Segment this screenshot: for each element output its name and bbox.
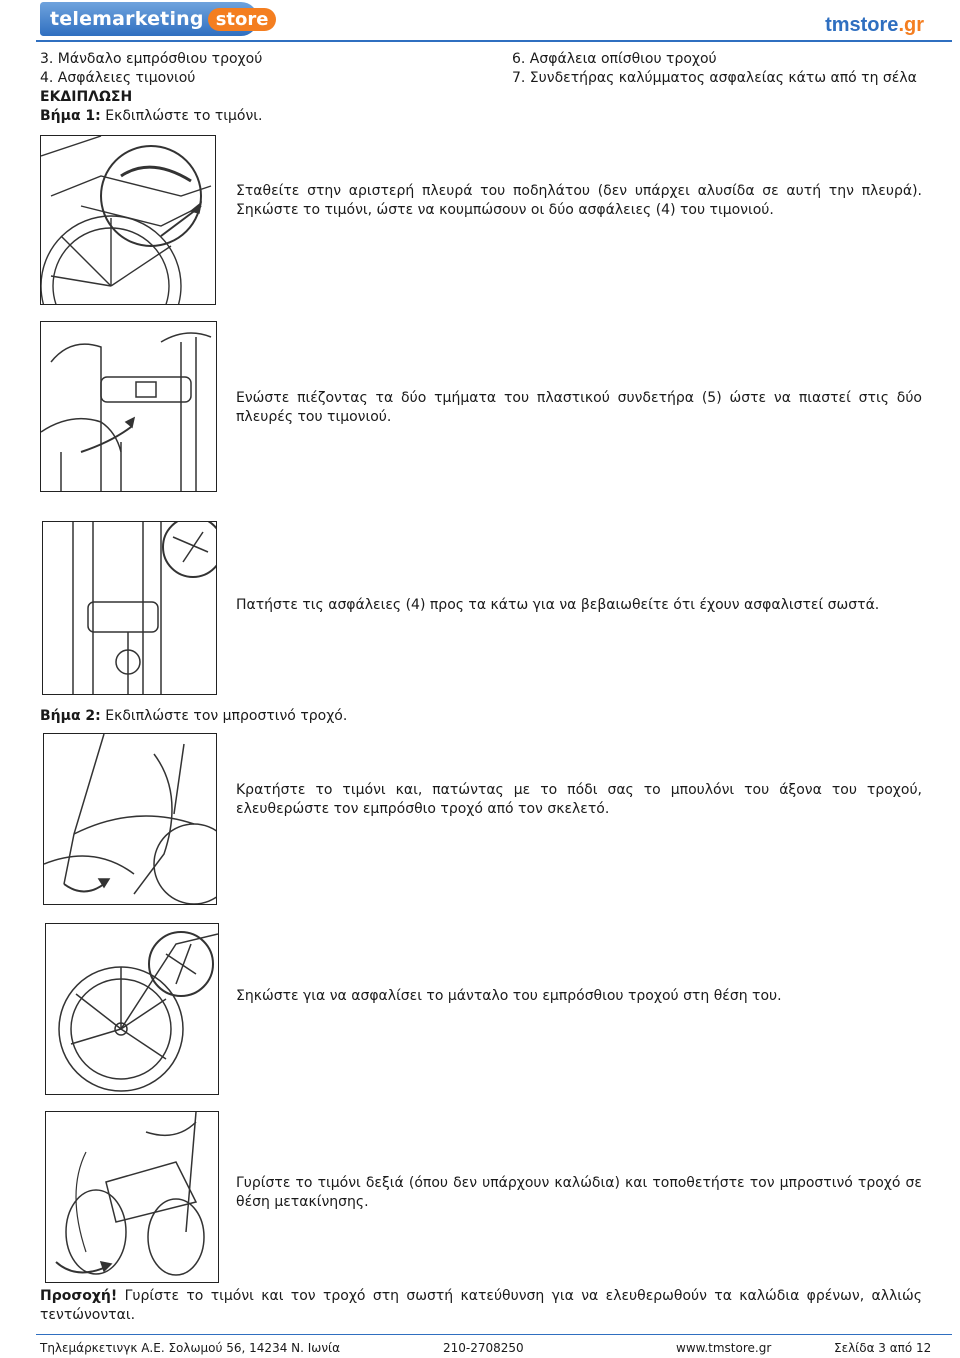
logo-registered-mark: ® bbox=[278, 9, 288, 19]
step1-heading bbox=[40, 107, 262, 126]
figure-latch-lift bbox=[45, 923, 219, 1095]
warning-note bbox=[40, 1287, 922, 1325]
instruction-6: Γυρίστε το τιμόνι δεξιά (όπου δεν υπάρχουν καλώδια) και τοποθετήστε τον μπροστινό τροχό σε θέση μετακίνησης. bbox=[236, 1175, 922, 1210]
instruction-3: Πατήστε τις ασφάλειες (4) προς τα κάτω για να βεβαιωθείτε ότι έχουν ασφαλιστεί σωστά. bbox=[236, 597, 880, 613]
figure-clip-connector bbox=[40, 321, 217, 492]
step2-text: Εκδιπλώστε τον μπροστινό τροχό. bbox=[100, 708, 348, 724]
brand-logo bbox=[40, 2, 288, 36]
warning-label: Προσοχή! bbox=[40, 1288, 118, 1304]
site-name-tld: .gr bbox=[898, 14, 924, 36]
figure-wheel-release bbox=[43, 733, 217, 905]
figure-handlebar-lift bbox=[40, 135, 216, 305]
section-title: ΕΚΔΙΠΛΩΣΗ bbox=[40, 89, 133, 105]
step2-heading bbox=[40, 707, 347, 726]
footer-phone: 210-2708250 bbox=[443, 1341, 524, 1355]
list-item: 6. Ασφάλεια οπίσθιου τροχού bbox=[512, 51, 717, 67]
step1-label: Βήμα 1: bbox=[40, 108, 101, 124]
instruction-5: Σηκώστε για να ασφαλίσει το μάνταλο του εμπρόσθιου τροχού στη θέση του. bbox=[236, 988, 782, 1004]
footer-rule bbox=[36, 1334, 952, 1335]
footer-page-number: Σελίδα 3 από 12 bbox=[834, 1341, 932, 1355]
warning-text: Γυρίστε το τιμόνι και τον τροχό στη σωστή κατεύθυνση για να ελευθερωθούν τα καλώδια φρένων, αλλιώς τεντώνονται. bbox=[40, 1288, 922, 1323]
figure-transport-position bbox=[45, 1111, 219, 1283]
step1-text: Εκδιπλώστε το τιμόνι. bbox=[100, 108, 263, 124]
site-name-main: tmstore bbox=[825, 14, 899, 36]
logo-store-badge: store bbox=[208, 8, 277, 31]
instruction-4: Κρατήστε το τιμόνι και, πατώντας με το πόδι σας το μπουλόνι του άξονα του τροχού, ελευθερώστε τον εμπρόσθιο τροχό από τον σκελετό. bbox=[236, 782, 922, 817]
step2-label: Βήμα 2: bbox=[40, 708, 101, 724]
list-item: 3. Μάνδαλο εμπρόσθιου τροχού bbox=[40, 51, 263, 67]
instruction-2: Ενώστε πιέζοντας τα δύο τμήματα του πλαστικού συνδετήρα (5) ώστε να πιαστεί στις δύο πλευρές του τιμονιού. bbox=[236, 390, 922, 425]
footer-website[interactable]: www.tmstore.gr bbox=[676, 1341, 772, 1355]
logo-main-text: telemarketing bbox=[50, 7, 204, 30]
instruction-1: Σταθείτε στην αριστερή πλευρά του ποδηλάτου (δεν υπάρχει αλυσίδα σε αυτή την πλευρά). Σηκώστε το τιμόνι, ώστε να κουμπώσουν οι δύο ασφάλειες (4) του τιμονιού. bbox=[236, 183, 922, 218]
header-rule bbox=[36, 40, 952, 42]
site-name bbox=[825, 16, 924, 35]
parts-list-right bbox=[512, 50, 917, 88]
list-item: 4. Ασφάλειες τιμονιού bbox=[40, 70, 196, 86]
parts-list-left bbox=[40, 50, 262, 88]
figure-lock-press bbox=[42, 521, 217, 695]
footer-company: Τηλεμάρκετινγκ Α.Ε. Σολωμού 56, 14234 Ν. Ιωνία bbox=[40, 1341, 341, 1355]
list-item: 7. Συνδετήρας καλύμματος ασφαλείας κάτω από τη σέλα bbox=[512, 70, 917, 86]
